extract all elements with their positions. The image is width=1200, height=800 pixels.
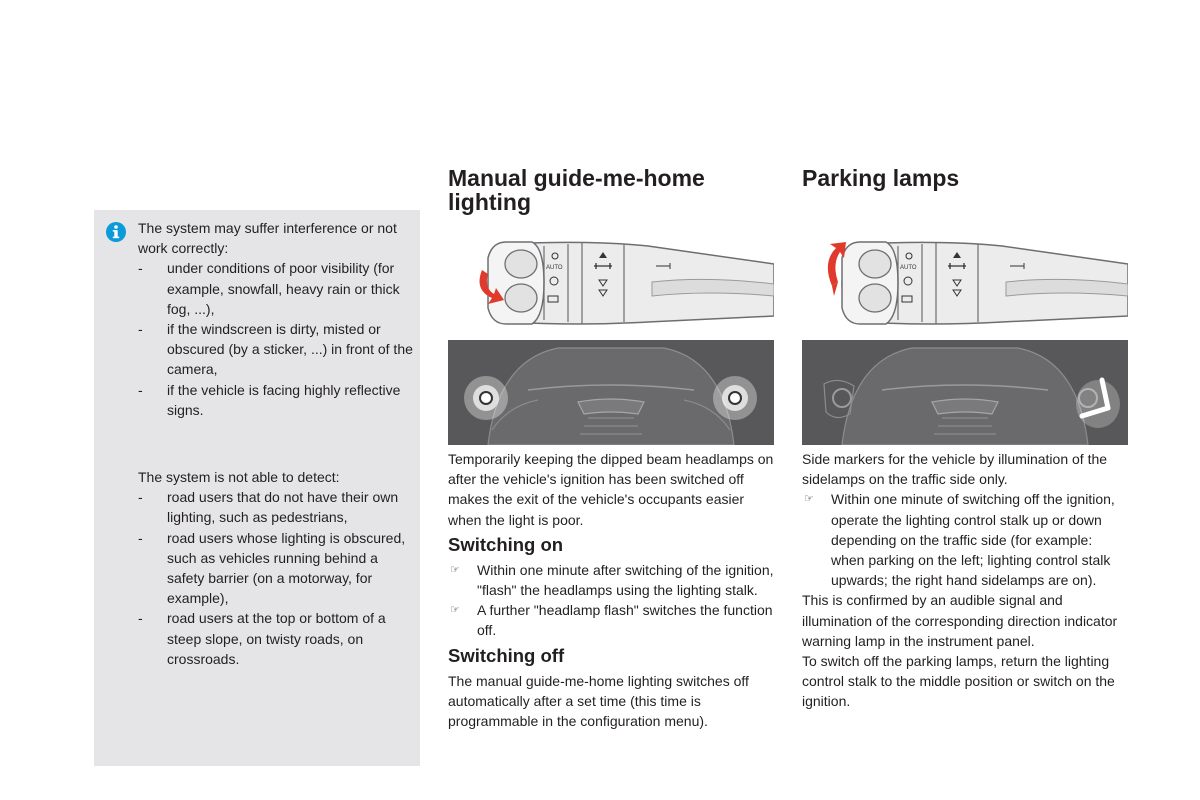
lighting-stalk-illustration (802, 236, 1128, 330)
lighting-stalk-illustration (448, 236, 774, 330)
section-title: Manual guide-me-home lighting (448, 165, 705, 215)
list-item-text: A further "headlamp flash" switches the function off. (477, 602, 773, 639)
pointing-hand-icon: ☞ (450, 604, 460, 617)
switching-off-heading: Switching off (448, 644, 565, 666)
list-item (448, 600, 774, 640)
list-item-text: Within one minute after switching of the ignition, "flash" the headlamps using the lighting stalk. (477, 561, 774, 599)
info-box (94, 210, 420, 766)
info-paragraph-1: The system may suffer interference or not work correctly: (138, 220, 397, 257)
manual-text (448, 449, 774, 731)
parking-list (802, 489, 1128, 590)
info-paragraph-2: The system is not able to detect: (138, 469, 340, 486)
list-item: - under conditions of poor visibility (for example, snowfall, heavy rain or thick fog, ...), (138, 258, 416, 319)
car-headlamps-illustration (448, 340, 774, 445)
info-text (138, 218, 416, 669)
stalk-auto-label: AUTO (900, 265, 917, 271)
list-item (802, 489, 1128, 590)
parking-lamps-section (802, 166, 1128, 712)
list-item-text: Within one minute of switching off the ignition, operate the lighting control stalk up or down depending on the traffic side (for example: when parking on the left; lighting control stalk upwards; the right hand sidelamps are on). (831, 491, 1115, 589)
info-list-2 (138, 487, 416, 669)
pointing-hand-icon: ☞ (804, 493, 814, 506)
parking-text (802, 449, 1128, 712)
manual-intro: Temporarily keeping the dipped beam headlamps on after the vehicle's ignition has been switched off makes the exit of the vehicle's occupants easier when the light is poor. (448, 451, 774, 528)
car-sidelamp-illustration (802, 340, 1128, 445)
list-item: - road users whose lighting is obscured, such as vehicles running behind a safety barrier (on a motorway, for example), (138, 528, 416, 609)
list-item: - if the vehicle is facing highly reflective signs. (138, 380, 416, 420)
info-icon (106, 222, 126, 242)
pointing-hand-icon: ☞ (450, 563, 460, 576)
switching-on-heading: Switching on (448, 533, 564, 555)
info-list-1 (138, 258, 416, 420)
switching-off-text: The manual guide-me-home lighting switches off automatically after a set time (this time is programmable in the configuration menu). (448, 672, 749, 730)
parking-switch-off: To switch off the parking lamps, return the lighting control stalk to the middle position or switch on the ignition. (802, 653, 1115, 710)
list-item: - road users that do not have their own lighting, such as pedestrians, (138, 487, 416, 527)
list-item (448, 560, 774, 600)
section-title: Parking lamps (802, 165, 960, 191)
switching-on-list (448, 560, 774, 641)
list-item: - road users at the top or bottom of a steep slope, on twisty roads, on crossroads. (138, 608, 416, 669)
parking-confirmation: This is confirmed by an audible signal and illumination of the corresponding direction indicator warning lamp in the instrument panel. (802, 592, 1118, 649)
parking-intro: Side markers for the vehicle by illumination of the sidelamps on the traffic side only. (802, 451, 1108, 488)
stalk-auto-label: AUTO (546, 265, 563, 271)
list-item: - if the windscreen is dirty, misted or obscured (by a sticker, ...) in front of the camera, (138, 319, 416, 380)
manual-guide-me-home-section (448, 166, 774, 731)
